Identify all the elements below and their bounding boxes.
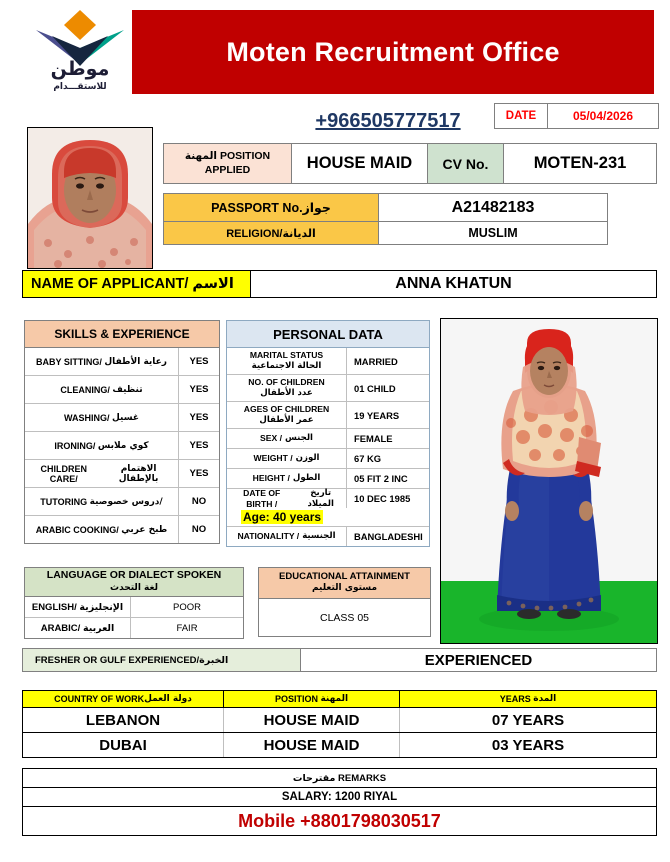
personal-data-row <box>227 375 429 402</box>
skill-label-ar: غسيل <box>112 412 140 423</box>
skill-label-ar: رعاية الأطفال <box>104 356 167 367</box>
personal-data-label-en: SEX / <box>259 433 282 444</box>
skill-value: YES <box>189 440 209 451</box>
nationality-row <box>227 527 429 546</box>
personal-data-row <box>227 429 429 449</box>
skill-label-en: CLEANING/ <box>60 384 110 395</box>
skill-label <box>25 516 179 543</box>
personal-data-value: FEMALE <box>354 433 393 444</box>
skill-value: YES <box>189 384 209 395</box>
education-value: CLASS 05 <box>319 612 370 624</box>
personal-data-label <box>227 429 347 448</box>
skill-row <box>25 404 219 432</box>
personal-data-label <box>227 348 347 374</box>
work-header-years <box>400 691 656 707</box>
personal-data-value: 10 DEC 1985 <box>354 493 411 504</box>
skill-value: YES <box>189 356 209 367</box>
passport-photo-image <box>28 128 152 268</box>
personal-data-table <box>226 320 430 547</box>
language-header-ar: لغة التحدث <box>110 582 158 593</box>
work-years: 03 YEARS <box>491 736 565 754</box>
salary-row: SALARY: 1200 RIYAL <box>23 788 656 807</box>
skill-label <box>25 376 179 403</box>
experience-label-ar: الخبرة <box>199 654 229 666</box>
personal-data-label <box>227 402 347 428</box>
logo-arabic-main: موطن <box>50 58 110 80</box>
skill-row <box>25 460 219 488</box>
skill-label-ar: تنظيف <box>112 384 143 395</box>
work-header-country-ar: دولة العمل <box>144 694 192 704</box>
work-history-row <box>23 708 656 733</box>
personal-data-label-ar: الجنس <box>284 433 313 444</box>
skill-label-en: BABY SITTING/ <box>36 356 102 367</box>
date-value: 05/04/2026 <box>572 109 634 123</box>
skills-header: SKILLS & EXPERIENCE <box>25 321 219 348</box>
personal-data-row <box>227 469 429 489</box>
applicant-name-label: NAME OF APPLICANT/ الاسم <box>23 271 251 297</box>
position-label-arabic: المهنة <box>184 150 218 163</box>
personal-data-label <box>227 469 347 488</box>
work-header-position-ar: المهنة <box>320 694 349 704</box>
company-logo <box>34 8 126 98</box>
personal-data-row <box>227 402 429 429</box>
experience-label-en: FRESHER OR GULF EXPERIENCED/ <box>35 654 200 666</box>
skill-label-ar: الاهتمام بالإطفال <box>118 463 159 484</box>
language-table <box>24 567 244 639</box>
language-label <box>25 618 131 638</box>
passport-value: A21482183 <box>451 198 535 216</box>
position-applied-label <box>164 144 292 183</box>
personal-data-label <box>227 489 347 508</box>
work-header-years-en: YEARS <box>499 694 531 704</box>
position-label-en2: APPLIED <box>204 163 251 176</box>
skill-row <box>25 488 219 516</box>
skill-label-en: WASHING/ <box>63 412 110 423</box>
document-header <box>0 0 670 100</box>
religion-label: RELIGION/الديانة <box>164 222 379 244</box>
remarks-table <box>22 768 657 836</box>
language-label <box>25 597 131 617</box>
language-row <box>25 618 243 638</box>
work-history-row <box>23 733 656 757</box>
experience-status-value: EXPERIENCED <box>424 651 533 669</box>
full-body-photo-image <box>441 319 657 643</box>
work-header-country <box>23 691 224 707</box>
skill-label-ar: دروس خصوصية/ <box>89 496 163 507</box>
skill-label <box>25 488 179 515</box>
skill-row <box>25 376 219 404</box>
position-applied-row <box>163 143 657 184</box>
nationality-label-en: NATIONALITY / <box>237 531 300 542</box>
work-history-table <box>22 690 657 758</box>
education-header-en: EDUCATIONAL ATTAINMENT <box>279 570 410 582</box>
title-banner <box>132 10 654 94</box>
education-table <box>258 567 431 637</box>
personal-data-label-en: WEIGHT / <box>253 453 293 464</box>
personal-data-label-en: AGES OF CHILDREN <box>243 404 330 415</box>
personal-data-label-ar: عمر الأطفال <box>259 415 314 425</box>
age-note: Age: 40 years <box>243 510 322 524</box>
personal-data-label-ar: تاريخ الميلاد <box>307 487 334 509</box>
applicant-name-row <box>22 270 657 298</box>
skill-row <box>25 348 219 376</box>
language-header-en: LANGUAGE OR DIALECT SPOKEN <box>46 569 222 582</box>
personal-data-label-ar: الوزن <box>295 453 320 464</box>
passport-row <box>164 194 607 222</box>
skill-value: YES <box>189 412 209 423</box>
skill-label-ar: كوي ملابس <box>97 440 149 451</box>
language-value: POOR <box>173 601 201 613</box>
personal-data-value: 67 KG <box>354 453 382 464</box>
language-label-en: ENGLISH/ <box>31 601 77 613</box>
date-label: DATE <box>495 104 548 128</box>
applicant-full-body-photo <box>440 318 658 644</box>
skill-value: NO <box>191 524 207 535</box>
personal-data-label <box>227 375 347 401</box>
language-header <box>25 568 243 597</box>
language-value: FAIR <box>176 622 198 634</box>
office-phone-number[interactable]: +966505777517 <box>315 110 461 132</box>
language-label-en: ARABIC/ <box>40 622 81 634</box>
age-note-row <box>227 508 429 527</box>
cv-number-label: CV No. <box>428 144 504 183</box>
personal-data-label-en: NO. OF CHILDREN <box>248 377 325 388</box>
personal-data-value: 01 CHILD <box>354 382 396 394</box>
education-header <box>259 568 430 599</box>
personal-data-row <box>227 489 429 508</box>
personal-data-label-en: DATE OF BIRTH / <box>243 487 281 509</box>
nationality-label-ar: الجنسية <box>302 531 336 542</box>
cv-number-value: MOTEN-231 <box>533 154 627 172</box>
experience-status-row <box>22 648 657 672</box>
education-header-ar: مستوى التعليم <box>311 583 378 594</box>
skill-label-en: IRONING/ <box>54 440 96 451</box>
religion-row <box>164 222 607 244</box>
skill-label-en: TUTORING <box>40 496 88 507</box>
position-label-en: POSITION <box>219 150 271 163</box>
personal-data-value: 05 FIT 2 INC <box>354 473 408 484</box>
skill-row <box>25 516 219 543</box>
work-country: DUBAI <box>23 733 224 757</box>
skill-row <box>25 432 219 460</box>
work-header-position-en: POSITION <box>274 694 318 704</box>
mobile-row: Mobile +8801798030517 <box>238 810 441 831</box>
work-header-country-en: COUNTRY OF WORK <box>54 694 145 704</box>
remarks-header-ar: مقترحات <box>292 772 336 784</box>
personal-data-row <box>227 449 429 469</box>
religion-value: MUSLIM <box>468 226 518 240</box>
skill-value: YES <box>189 468 209 479</box>
skill-label <box>25 460 179 487</box>
personal-data-row <box>227 348 429 375</box>
applicant-name-value: ANNA KHATUN <box>395 275 512 292</box>
personal-data-label-ar: عدد الأطفال <box>260 388 313 398</box>
personal-data-value: MARRIED <box>354 355 398 367</box>
work-header-position <box>224 691 400 707</box>
page-title: Moten Recruitment Office <box>226 37 560 67</box>
passport-label: PASSPORT No.جواز <box>164 194 379 221</box>
personal-data-label-en: HEIGHT / <box>252 473 290 484</box>
personal-data-label <box>227 449 347 468</box>
personal-data-value: 19 YEARS <box>354 409 400 421</box>
work-years: 07 YEARS <box>491 711 565 729</box>
remarks-header-row <box>23 769 656 788</box>
skill-label <box>25 432 179 459</box>
experience-status-label <box>23 649 301 671</box>
work-history-header-row <box>23 691 656 708</box>
skills-experience-table <box>24 320 220 544</box>
work-position: HOUSE MAID <box>224 708 400 732</box>
nationality-value: BANGLADESHI <box>354 531 423 542</box>
skill-label <box>25 404 179 431</box>
work-position: HOUSE MAID <box>224 733 400 757</box>
position-applied-value: HOUSE MAID <box>292 144 428 183</box>
personal-data-label-ar: الطول <box>292 473 321 484</box>
work-country: LEBANON <box>23 708 224 732</box>
skill-label-en: CHILDREN CARE/ <box>40 463 88 484</box>
logo-arabic-sub: للاستقـــدام <box>53 82 107 92</box>
date-box <box>494 103 659 129</box>
language-row <box>25 597 243 618</box>
nationality-label <box>227 527 347 546</box>
remarks-header-en: REMARKS <box>338 772 387 784</box>
work-header-years-ar: المدة <box>533 694 557 704</box>
skill-value: NO <box>191 496 207 507</box>
language-label-ar: العربية <box>82 622 115 634</box>
passport-religion-table <box>163 193 608 245</box>
skill-label-en: ARABIC COOKING/ <box>35 524 119 535</box>
personal-data-header: PERSONAL DATA <box>227 321 429 348</box>
personal-data-label-ar: الحالة الاجتماعية <box>251 361 322 371</box>
skill-label <box>25 348 179 375</box>
skill-label-ar: طبخ عربي <box>121 524 168 535</box>
personal-data-label-en: MARITAL STATUS <box>249 350 324 361</box>
applicant-passport-photo <box>27 127 153 269</box>
language-label-ar: الإنجليزية <box>79 601 124 613</box>
